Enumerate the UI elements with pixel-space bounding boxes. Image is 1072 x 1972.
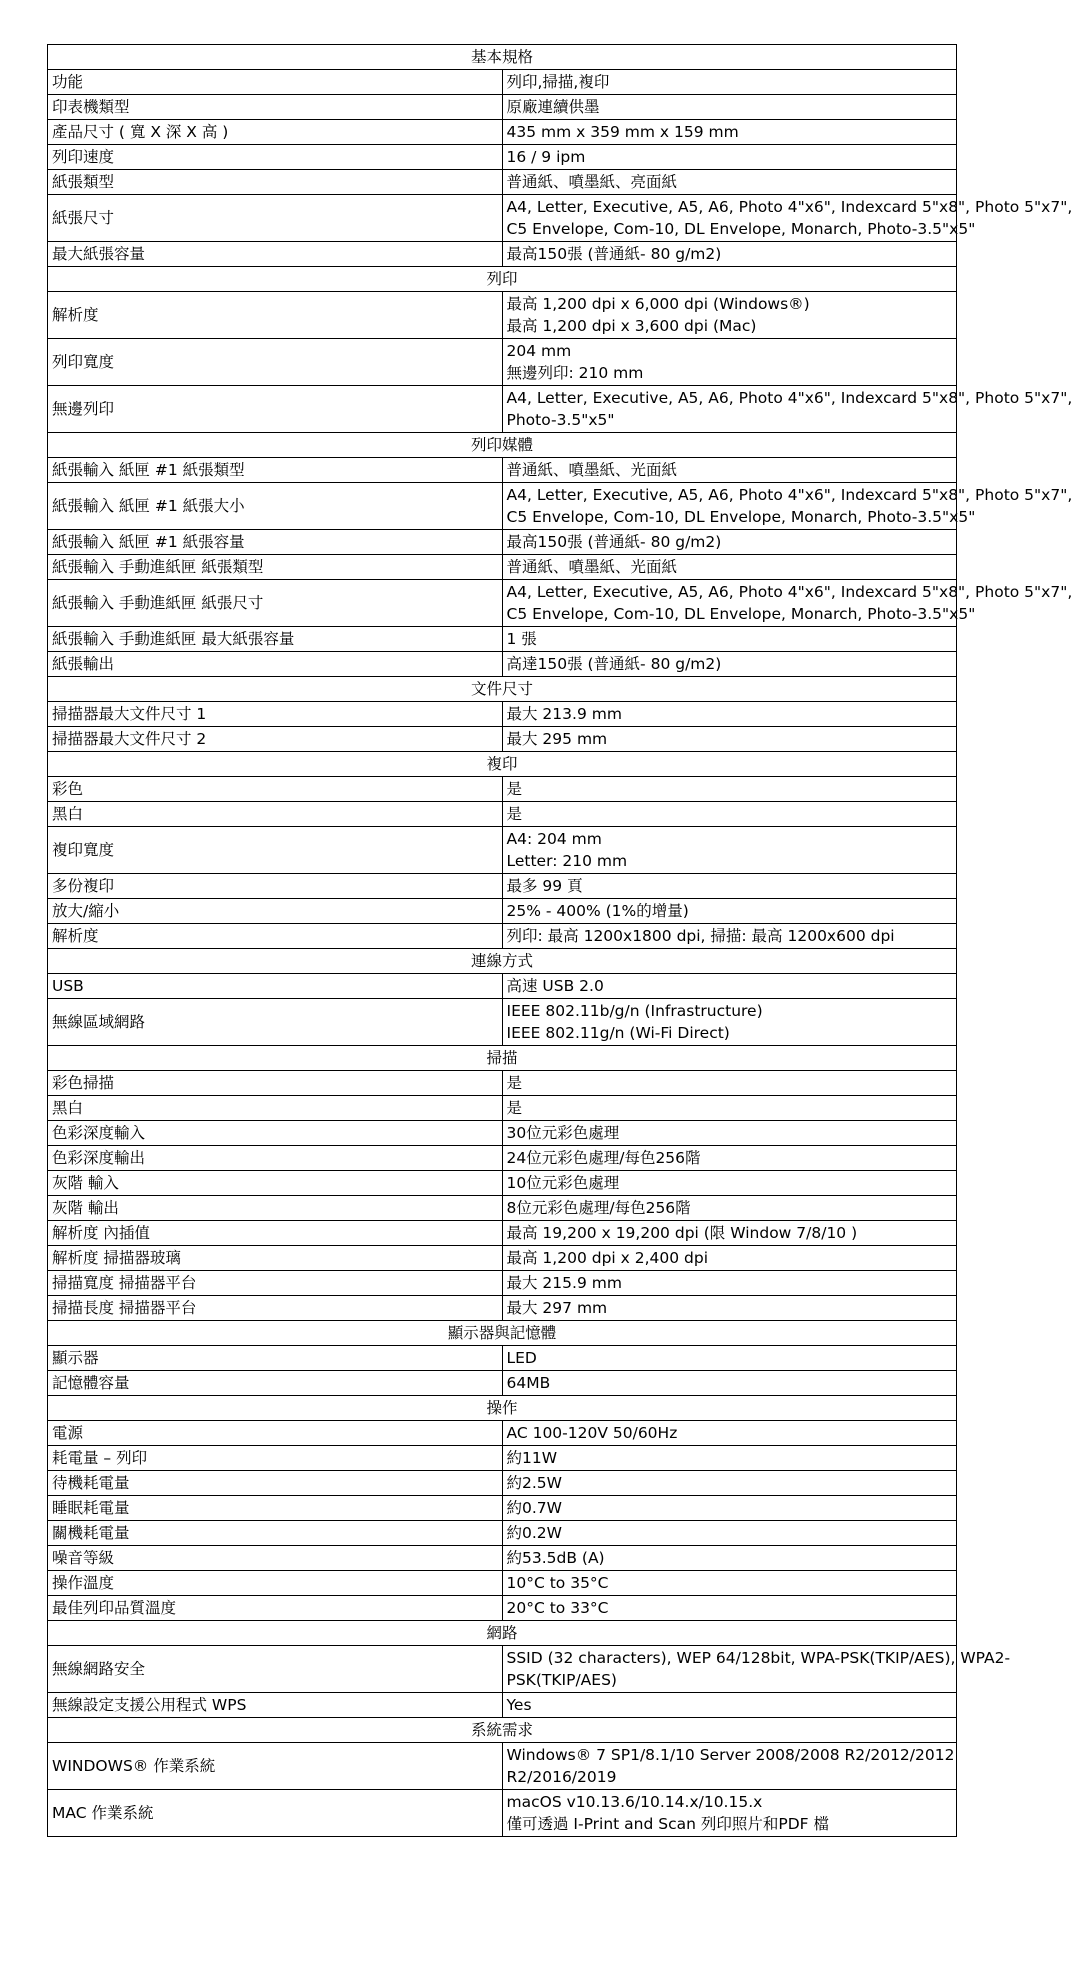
spec-value-line: 最大 213.9 mm	[506, 705, 622, 723]
spec-label: 掃描器最大文件尺寸 1	[48, 702, 503, 727]
section-title: 列印	[48, 267, 957, 292]
spec-label: 解析度	[48, 292, 503, 339]
spec-row	[48, 1371, 957, 1396]
spec-label: 放大/縮小	[48, 899, 503, 924]
spec-value-line: 204 mm	[506, 342, 572, 360]
spec-value	[502, 999, 957, 1046]
spec-value	[502, 702, 957, 727]
spec-row	[48, 120, 957, 145]
spec-row	[48, 1743, 957, 1790]
spec-label: 無線區域網路	[48, 999, 503, 1046]
spec-label: 色彩深度輸出	[48, 1146, 503, 1171]
spec-row	[48, 70, 957, 95]
spec-row	[48, 777, 957, 802]
spec-value	[502, 652, 957, 677]
spec-value	[502, 1546, 957, 1571]
spec-row	[48, 924, 957, 949]
spec-label: 無邊列印	[48, 386, 503, 433]
spec-row	[48, 874, 957, 899]
spec-value	[502, 1421, 957, 1446]
spec-row	[48, 1196, 957, 1221]
spec-value-line: 16 / 9 ipm	[506, 148, 586, 166]
spec-value-line: Photo-3.5"x5"	[506, 411, 615, 429]
spec-value-line: A4, Letter, Executive, A5, A6, Photo 4"x6", Indexcard 5"x8", Photo 5"x7",	[506, 583, 1072, 601]
spec-value-line: C5 Envelope, Com-10, DL Envelope, Monarch, Photo-3.5"x5"	[506, 508, 976, 526]
spec-label: 噪音等級	[48, 1546, 503, 1571]
spec-value-line: Letter: 210 mm	[506, 852, 628, 870]
spec-value-line: 是	[506, 780, 523, 798]
spec-value-line: 無邊列印: 210 mm	[506, 364, 644, 382]
spec-label: 多份複印	[48, 874, 503, 899]
section-header-row	[48, 752, 957, 777]
spec-row	[48, 802, 957, 827]
spec-row	[48, 974, 957, 999]
spec-value-line: 約53.5dB (A)	[506, 1549, 605, 1567]
section-title: 網路	[48, 1621, 957, 1646]
spec-row	[48, 1121, 957, 1146]
spec-label: 無線網路安全	[48, 1646, 503, 1693]
spec-value-line: 最高 19,200 x 19,200 dpi (限 Window 7/8/10 )	[506, 1224, 858, 1242]
spec-value-line: 約11W	[506, 1449, 558, 1467]
spec-row	[48, 1646, 957, 1693]
spec-value-line: macOS v10.13.6/10.14.x/10.15.x	[506, 1793, 763, 1811]
spec-label: 待機耗電量	[48, 1471, 503, 1496]
spec-value	[502, 1071, 957, 1096]
spec-value	[502, 777, 957, 802]
spec-value	[502, 827, 957, 874]
spec-row	[48, 580, 957, 627]
spec-value-line: 約0.2W	[506, 1524, 562, 1542]
spec-label: 灰階 輸入	[48, 1171, 503, 1196]
spec-value-line: 列印,掃描,複印	[506, 73, 610, 91]
spec-label: 紙張輸出	[48, 652, 503, 677]
spec-label: MAC 作業系統	[48, 1790, 503, 1837]
spec-value-line: 最多 99 頁	[506, 877, 583, 895]
spec-label: 功能	[48, 70, 503, 95]
spec-value-line: 是	[506, 1074, 523, 1092]
spec-label: 顯示器	[48, 1346, 503, 1371]
spec-value	[502, 1371, 957, 1396]
spec-label: 紙張輸入 紙匣 #1 紙張類型	[48, 458, 503, 483]
spec-value-line: A4, Letter, Executive, A5, A6, Photo 4"x6", Indexcard 5"x8", Photo 5"x7",	[506, 486, 1072, 504]
spec-value-line: Yes	[506, 1696, 532, 1714]
section-header-row	[48, 1046, 957, 1071]
spec-table-body	[48, 45, 1072, 1837]
spec-value-line: 最高150張 (普通紙- 80 g/m2)	[506, 245, 722, 263]
spec-value	[502, 95, 957, 120]
spec-value	[502, 1146, 957, 1171]
section-title: 系統需求	[48, 1718, 957, 1743]
spec-label: 紙張輸入 手動進紙匣 紙張類型	[48, 555, 503, 580]
spec-value	[502, 1743, 957, 1790]
spec-value	[502, 1521, 957, 1546]
spec-value	[502, 1096, 957, 1121]
spec-value-line: AC 100-120V 50/60Hz	[506, 1424, 678, 1442]
spec-row	[48, 292, 957, 339]
spec-value	[502, 802, 957, 827]
spec-value-line: 24位元彩色處理/每色256階	[506, 1149, 701, 1167]
section-header-row	[48, 1718, 957, 1743]
spec-label: 電源	[48, 1421, 503, 1446]
spec-row	[48, 242, 957, 267]
spec-value	[502, 1446, 957, 1471]
spec-value	[502, 1571, 957, 1596]
spec-value	[502, 1271, 957, 1296]
section-header-row	[48, 1321, 957, 1346]
spec-value-line: 最高 1,200 dpi x 6,000 dpi (Windows®)	[506, 295, 810, 313]
section-header-row	[48, 677, 957, 702]
spec-value-line: 列印: 最高 1200x1800 dpi, 掃描: 最高 1200x600 dpi	[506, 927, 895, 945]
spec-value-line: 最高 1,200 dpi x 3,600 dpi (Mac)	[506, 317, 757, 335]
spec-row	[48, 1071, 957, 1096]
section-header-row	[48, 45, 957, 70]
spec-row	[48, 195, 957, 242]
spec-row	[48, 170, 957, 195]
spec-value-line: C5 Envelope, Com-10, DL Envelope, Monarch, Photo-3.5"x5"	[506, 220, 976, 238]
spec-value	[502, 627, 957, 652]
spec-row	[48, 827, 957, 874]
spec-row	[48, 652, 957, 677]
spec-row	[48, 339, 957, 386]
spec-value-line: 普通紙、噴墨紙、光面紙	[506, 558, 678, 576]
spec-value-line: C5 Envelope, Com-10, DL Envelope, Monarch, Photo-3.5"x5"	[506, 605, 976, 623]
spec-value	[502, 974, 957, 999]
spec-label: 解析度 內插值	[48, 1221, 503, 1246]
spec-value	[502, 1246, 957, 1271]
spec-value	[502, 874, 957, 899]
spec-value-line: 最大 215.9 mm	[506, 1274, 622, 1292]
spec-row	[48, 530, 957, 555]
spec-row	[48, 1246, 957, 1271]
spec-value-line: 10位元彩色處理	[506, 1174, 620, 1192]
spec-label: 操作溫度	[48, 1571, 503, 1596]
spec-label: 彩色掃描	[48, 1071, 503, 1096]
spec-label: 紙張輸入 手動進紙匣 最大紙張容量	[48, 627, 503, 652]
spec-value-line: 約0.7W	[506, 1499, 562, 1517]
spec-row	[48, 1693, 957, 1718]
spec-row	[48, 386, 957, 433]
spec-value-line: 1 張	[506, 630, 537, 648]
spec-label: 掃描器最大文件尺寸 2	[48, 727, 503, 752]
spec-row	[48, 1096, 957, 1121]
spec-value-line: 普通紙、噴墨紙、光面紙	[506, 461, 678, 479]
spec-label: 彩色	[48, 777, 503, 802]
spec-row	[48, 899, 957, 924]
spec-value	[502, 530, 957, 555]
spec-value	[502, 899, 957, 924]
spec-label: 掃描寬度 掃描器平台	[48, 1271, 503, 1296]
section-title: 顯示器與記憶體	[48, 1321, 957, 1346]
spec-label: 紙張輸入 紙匣 #1 紙張大小	[48, 483, 503, 530]
spec-value	[502, 145, 957, 170]
spec-label: 色彩深度輸入	[48, 1121, 503, 1146]
spec-value-line: A4: 204 mm	[506, 830, 602, 848]
spec-value-line: 僅可透過 I-Print and Scan 列印照片和PDF 檔	[506, 1815, 829, 1833]
spec-row	[48, 1296, 957, 1321]
spec-row	[48, 1521, 957, 1546]
spec-row	[48, 727, 957, 752]
spec-label: USB	[48, 974, 503, 999]
spec-value-line: 約2.5W	[506, 1474, 562, 1492]
spec-label: 睡眠耗電量	[48, 1496, 503, 1521]
spec-value-line: A4, Letter, Executive, A5, A6, Photo 4"x6", Indexcard 5"x8", Photo 5"x7",	[506, 198, 1072, 216]
spec-label: 印表機類型	[48, 95, 503, 120]
spec-row	[48, 95, 957, 120]
spec-label: 列印寬度	[48, 339, 503, 386]
spec-row	[48, 1421, 957, 1446]
spec-value	[502, 1646, 1011, 1693]
spec-label: 紙張輸入 手動進紙匣 紙張尺寸	[48, 580, 503, 627]
spec-value	[502, 1171, 957, 1196]
spec-value	[502, 1221, 957, 1246]
spec-label: 最佳列印品質溫度	[48, 1596, 503, 1621]
spec-value-line: 是	[506, 1099, 523, 1117]
section-title: 複印	[48, 752, 957, 777]
spec-value-line: 25% - 400% (1%的增量)	[506, 902, 689, 920]
spec-row	[48, 999, 957, 1046]
spec-value-line: PSK(TKIP/AES)	[506, 1671, 617, 1689]
section-title: 操作	[48, 1396, 957, 1421]
spec-value	[502, 339, 957, 386]
section-header-row	[48, 433, 957, 458]
spec-row	[48, 555, 957, 580]
section-title: 掃描	[48, 1046, 957, 1071]
spec-value	[502, 555, 957, 580]
spec-value-line: 435 mm x 359 mm x 159 mm	[506, 123, 739, 141]
section-header-row	[48, 267, 957, 292]
spec-value-line: 最大 297 mm	[506, 1299, 608, 1317]
spec-value	[502, 924, 957, 949]
spec-label: 解析度 掃描器玻璃	[48, 1246, 503, 1271]
spec-value-line: 高達150張 (普通紙- 80 g/m2)	[506, 655, 722, 673]
spec-value	[502, 386, 1072, 433]
spec-label: 複印寬度	[48, 827, 503, 874]
spec-row	[48, 627, 957, 652]
spec-value	[502, 1121, 957, 1146]
spec-row	[48, 1446, 957, 1471]
section-header-row	[48, 1396, 957, 1421]
spec-value	[502, 120, 957, 145]
spec-label: 最大紙張容量	[48, 242, 503, 267]
spec-row	[48, 1546, 957, 1571]
spec-value-line: IEEE 802.11g/n (Wi-Fi Direct)	[506, 1024, 730, 1042]
spec-row	[48, 1790, 957, 1837]
spec-value-line: 最高 1,200 dpi x 2,400 dpi	[506, 1249, 709, 1267]
spec-value	[502, 1196, 957, 1221]
spec-row	[48, 1596, 957, 1621]
spec-value-line: A4, Letter, Executive, A5, A6, Photo 4"x6", Indexcard 5"x8", Photo 5"x7",	[506, 389, 1072, 407]
spec-label: 無線設定支援公用程式 WPS	[48, 1693, 503, 1718]
spec-value-line: 普通紙、噴墨紙、亮面紙	[506, 173, 678, 191]
spec-value	[502, 195, 1072, 242]
spec-label: 解析度	[48, 924, 503, 949]
spec-value	[502, 1471, 957, 1496]
spec-value	[502, 458, 957, 483]
spec-value-line: Windows® 7 SP1/8.1/10 Server 2008/2008 R2/2012/2012	[506, 1746, 955, 1764]
spec-value-line: R2/2016/2019	[506, 1768, 617, 1786]
spec-value-line: IEEE 802.11b/g/n (Infrastructure)	[506, 1002, 763, 1020]
spec-value	[502, 70, 957, 95]
spec-value	[502, 170, 957, 195]
spec-row	[48, 1346, 957, 1371]
spec-row	[48, 702, 957, 727]
spec-table	[47, 44, 1072, 1837]
spec-value-line: 30位元彩色處理	[506, 1124, 620, 1142]
spec-value	[502, 1693, 957, 1718]
spec-value	[502, 1790, 957, 1837]
spec-value-line: LED	[506, 1349, 537, 1367]
spec-value-line: 8位元彩色處理/每色256階	[506, 1199, 691, 1217]
spec-value	[502, 242, 957, 267]
spec-value-line: SSID (32 characters), WEP 64/128bit, WPA-PSK(TKIP/AES), WPA2-	[506, 1649, 1011, 1667]
section-title: 文件尺寸	[48, 677, 957, 702]
spec-value-line: 20°C to 33°C	[506, 1599, 609, 1617]
section-title: 基本規格	[48, 45, 957, 70]
spec-row	[48, 458, 957, 483]
section-header-row	[48, 949, 957, 974]
spec-row	[48, 1221, 957, 1246]
spec-row	[48, 1271, 957, 1296]
spec-value	[502, 1296, 957, 1321]
spec-value-line: 最高150張 (普通紙- 80 g/m2)	[506, 533, 722, 551]
spec-value	[502, 727, 957, 752]
spec-value	[502, 580, 1072, 627]
spec-label: 關機耗電量	[48, 1521, 503, 1546]
spec-value	[502, 1496, 957, 1521]
spec-label: 產品尺寸 ( 寬 X 深 X 高 )	[48, 120, 503, 145]
spec-value	[502, 483, 1072, 530]
section-title: 連線方式	[48, 949, 957, 974]
spec-value-line: 最大 295 mm	[506, 730, 608, 748]
section-title: 列印媒體	[48, 433, 957, 458]
spec-label: 紙張尺寸	[48, 195, 503, 242]
spec-label: 黑白	[48, 1096, 503, 1121]
spec-row	[48, 1571, 957, 1596]
spec-label: 記憶體容量	[48, 1371, 503, 1396]
spec-label: 列印速度	[48, 145, 503, 170]
spec-value-line: 64MB	[506, 1374, 551, 1392]
spec-value-line: 高速 USB 2.0	[506, 977, 604, 995]
spec-label: 紙張類型	[48, 170, 503, 195]
spec-value-line: 原廠連續供墨	[506, 98, 600, 116]
spec-label: 黑白	[48, 802, 503, 827]
spec-value-line: 是	[506, 805, 523, 823]
spec-label: WINDOWS® 作業系統	[48, 1743, 503, 1790]
section-header-row	[48, 1621, 957, 1646]
spec-label: 掃描長度 掃描器平台	[48, 1296, 503, 1321]
spec-value	[502, 1346, 957, 1371]
spec-label: 紙張輸入 紙匣 #1 紙張容量	[48, 530, 503, 555]
spec-value	[502, 1596, 957, 1621]
spec-row	[48, 1496, 957, 1521]
spec-value	[502, 292, 957, 339]
spec-label: 耗電量 – 列印	[48, 1446, 503, 1471]
spec-row	[48, 145, 957, 170]
spec-row	[48, 1146, 957, 1171]
spec-row	[48, 483, 957, 530]
spec-value-line: 10°C to 35°C	[506, 1574, 609, 1592]
spec-label: 灰階 輸出	[48, 1196, 503, 1221]
spec-row	[48, 1471, 957, 1496]
spec-row	[48, 1171, 957, 1196]
